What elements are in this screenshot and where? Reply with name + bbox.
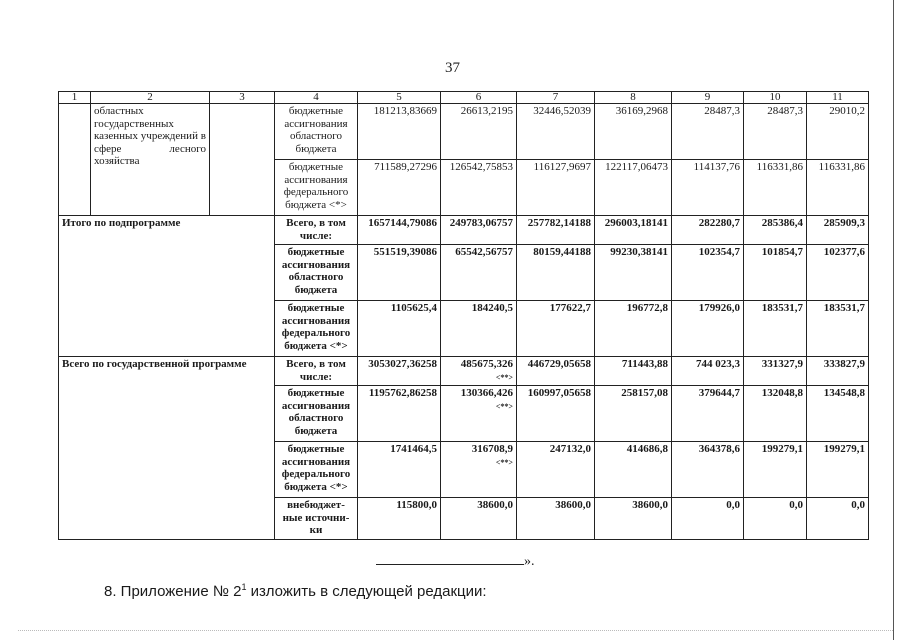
page-number: 37	[445, 60, 460, 76]
value-cell: 1105625,4	[358, 301, 441, 357]
value-cell: 199279,1	[744, 442, 807, 498]
table-row	[59, 104, 869, 160]
value-cell: 99230,38141	[595, 245, 672, 301]
row-number-cell	[59, 104, 91, 216]
funding-source: бюджетные ассигнования федерального бюджета <*>	[275, 442, 358, 498]
value-cell: 38600,0	[595, 498, 672, 540]
value-cell: 177622,7	[517, 301, 595, 357]
blank-underline	[376, 552, 524, 565]
value-cell: 181213,83669	[358, 104, 441, 160]
value-cell: 65542,56757	[441, 245, 517, 301]
value-cell: 0,0	[672, 498, 744, 540]
funding-source: бюджетные ассигнования областного бюджета	[275, 104, 358, 160]
value-cell: 38600,0	[517, 498, 595, 540]
value-cell: 196772,8	[595, 301, 672, 357]
header-cell: 5	[358, 92, 441, 104]
row-description: областных государственных казенных учреждений в сфере лесного хозяйства	[91, 104, 210, 216]
header-cell: 2	[91, 92, 210, 104]
value-cell: 184240,5	[441, 301, 517, 357]
header-cell: 11	[807, 92, 869, 104]
value-cell: 32446,52039	[517, 104, 595, 160]
footnote-mark: <**>	[495, 457, 513, 467]
value-cell: 199279,1	[807, 442, 869, 498]
value-text: 130366,426	[460, 387, 513, 399]
footnote-mark: <**>	[495, 372, 513, 382]
value-cell: 122117,06473	[595, 160, 672, 216]
instruction-text-after: изложить в следующей редакции:	[246, 583, 487, 600]
funding-source: внебюджет-ные источни-ки	[275, 498, 358, 540]
header-row	[59, 92, 869, 104]
value-cell: 179926,0	[672, 301, 744, 357]
header-cell: 4	[275, 92, 358, 104]
table-row	[59, 216, 869, 245]
bottom-edge	[18, 630, 893, 632]
value-cell: 333827,9	[807, 357, 869, 386]
value-cell: 28487,3	[744, 104, 807, 160]
value-text: 485675,326	[460, 358, 513, 370]
value-cell	[441, 386, 517, 442]
value-cell: 102354,7	[672, 245, 744, 301]
table-row	[59, 357, 869, 386]
value-cell: 80159,44188	[517, 245, 595, 301]
value-cell: 116127,9697	[517, 160, 595, 216]
value-cell: 0,0	[807, 498, 869, 540]
header-cell: 8	[595, 92, 672, 104]
value-cell: 101854,7	[744, 245, 807, 301]
subtotal-label: Итого по подпрограмме	[59, 216, 275, 357]
header-cell: 9	[672, 92, 744, 104]
value-cell: 1657144,79086	[358, 216, 441, 245]
value-cell: 247132,0	[517, 442, 595, 498]
footnote-mark: <**>	[495, 401, 513, 411]
value-cell: 282280,7	[672, 216, 744, 245]
value-cell: 285909,3	[807, 216, 869, 245]
value-text: 316708,9	[471, 443, 513, 455]
funding-source: бюджетные ассигнования федерального бюджета <*>	[275, 160, 358, 216]
closing-line	[376, 552, 535, 570]
value-cell: 551519,39086	[358, 245, 441, 301]
value-cell: 3053027,36258	[358, 357, 441, 386]
value-cell: 1195762,86258	[358, 386, 441, 442]
page-edge	[893, 0, 894, 640]
value-cell: 379644,7	[672, 386, 744, 442]
value-cell: 364378,6	[672, 442, 744, 498]
funding-source: бюджетные ассигнования федерального бюджета <*>	[275, 301, 358, 357]
value-cell: 414686,8	[595, 442, 672, 498]
value-cell: 183531,7	[744, 301, 807, 357]
funding-source: Всего, в том числе:	[275, 216, 358, 245]
header-cell: 3	[210, 92, 275, 104]
instruction-text: 8. Приложение № 2	[104, 583, 242, 600]
header-cell: 10	[744, 92, 807, 104]
value-cell: 446729,05658	[517, 357, 595, 386]
value-cell: 29010,2	[807, 104, 869, 160]
value-cell	[441, 442, 517, 498]
value-cell: 102377,6	[807, 245, 869, 301]
funding-source: Всего, в том числе:	[275, 357, 358, 386]
closing-quote: ».	[524, 554, 535, 569]
value-cell: 1741464,5	[358, 442, 441, 498]
value-cell: 296003,18141	[595, 216, 672, 245]
value-cell: 28487,3	[672, 104, 744, 160]
value-cell: 711443,88	[595, 357, 672, 386]
value-cell: 132048,8	[744, 386, 807, 442]
empty-cell	[210, 104, 275, 216]
value-cell: 134548,8	[807, 386, 869, 442]
value-cell: 36169,2968	[595, 104, 672, 160]
header-cell: 7	[517, 92, 595, 104]
funding-source: бюджетные ассигнования областного бюджета	[275, 386, 358, 442]
value-cell: 38600,0	[441, 498, 517, 540]
value-cell: 115800,0	[358, 498, 441, 540]
header-cell: 1	[59, 92, 91, 104]
value-cell	[441, 357, 517, 386]
value-cell: 26613,2195	[441, 104, 517, 160]
value-cell: 160997,05658	[517, 386, 595, 442]
budget-table	[58, 91, 869, 540]
value-cell: 285386,4	[744, 216, 807, 245]
funding-source: бюджетные ассигнования областного бюджета	[275, 245, 358, 301]
instruction-paragraph	[104, 582, 487, 600]
value-cell: 183531,7	[807, 301, 869, 357]
value-cell: 249783,06757	[441, 216, 517, 245]
value-cell: 126542,75853	[441, 160, 517, 216]
value-cell: 331327,9	[744, 357, 807, 386]
value-cell: 711589,27296	[358, 160, 441, 216]
instruction-superscript: 1	[241, 582, 247, 592]
value-cell: 116331,86	[807, 160, 869, 216]
header-cell: 6	[441, 92, 517, 104]
value-cell: 258157,08	[595, 386, 672, 442]
value-cell: 114137,76	[672, 160, 744, 216]
value-cell: 0,0	[744, 498, 807, 540]
value-cell: 744 023,3	[672, 357, 744, 386]
total-label: Всего по государственной программе	[59, 357, 275, 540]
value-cell: 257782,14188	[517, 216, 595, 245]
value-cell: 116331,86	[744, 160, 807, 216]
